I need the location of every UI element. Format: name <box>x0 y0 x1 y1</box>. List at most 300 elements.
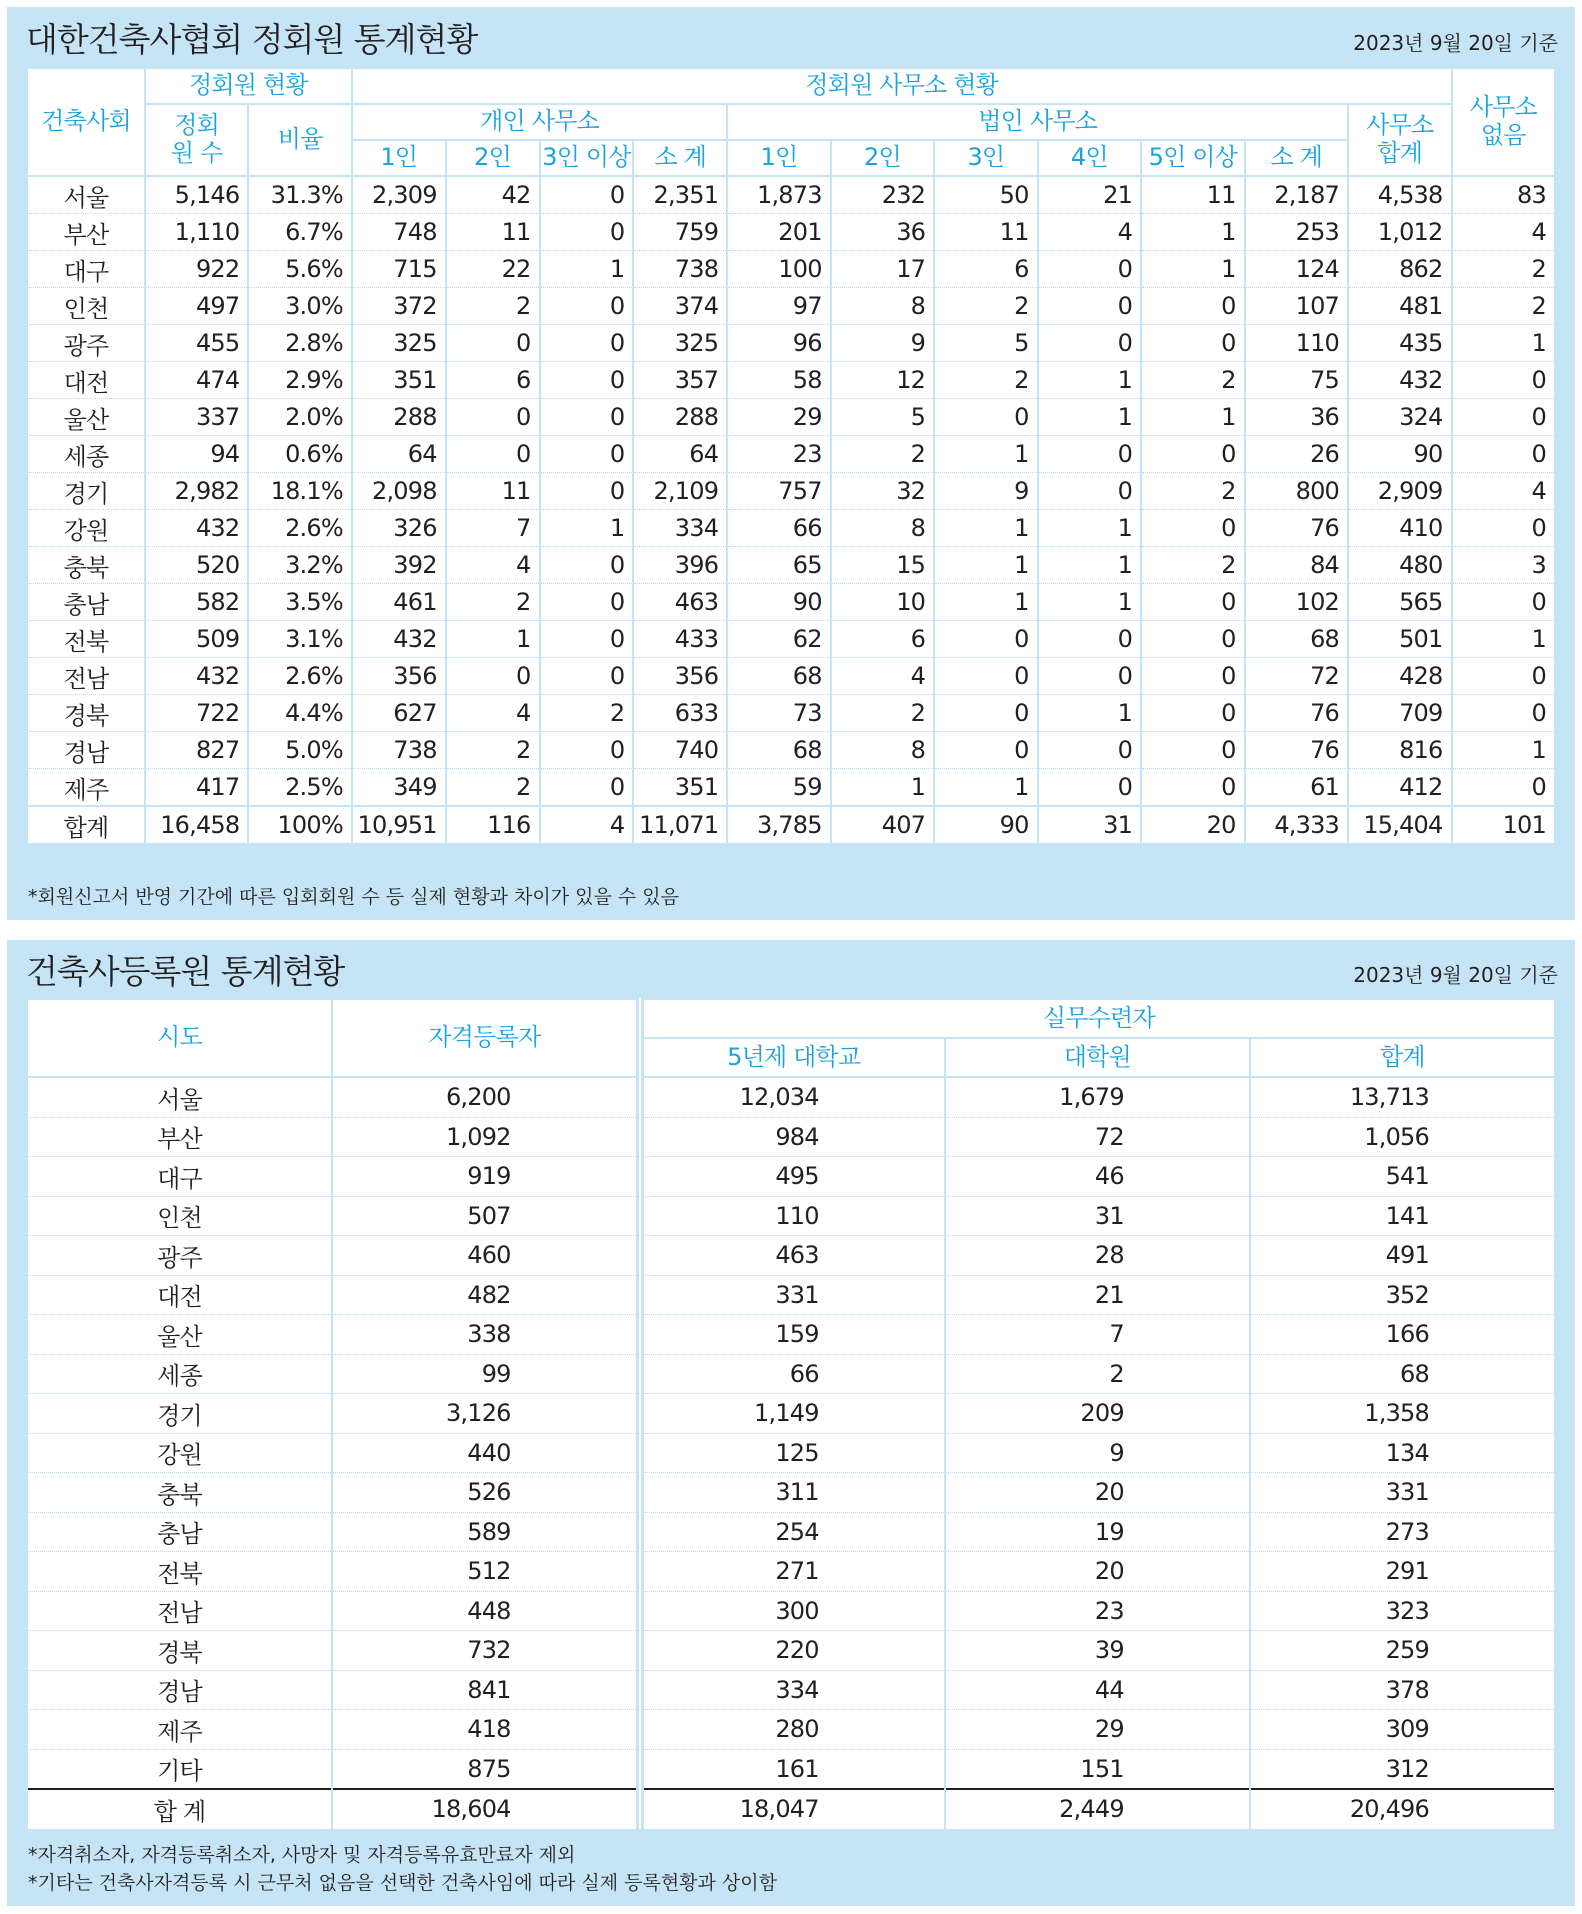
value-cell: 1,679 <box>945 1077 1250 1117</box>
total-row <box>27 1789 1555 1829</box>
value-cell: 0 <box>934 658 1037 695</box>
value-cell: 428 <box>1348 658 1451 695</box>
region-cell: 대전 <box>27 362 145 399</box>
value-cell: 36 <box>831 214 934 251</box>
value-cell: 331 <box>1250 1473 1555 1513</box>
value-cell: 2 <box>1141 362 1244 399</box>
table-row <box>27 325 1555 362</box>
region-cell: 충남 <box>27 1512 332 1552</box>
value-cell: 4.4% <box>248 695 351 732</box>
value-cell: 3.5% <box>248 584 351 621</box>
value-cell: 460 <box>332 1236 640 1276</box>
table-row <box>27 1315 1555 1355</box>
value-cell: 159 <box>640 1315 945 1355</box>
region-cell: 경북 <box>27 1631 332 1671</box>
value-cell: 323 <box>1250 1591 1555 1631</box>
value-cell: 6,200 <box>332 1077 640 1117</box>
value-cell: 417 <box>145 769 248 807</box>
value-cell: 481 <box>1348 288 1451 325</box>
header-trainees: 실무수련자 <box>640 999 1555 1038</box>
value-cell: 2.0% <box>248 399 351 436</box>
region-cell: 세종 <box>27 436 145 473</box>
value-cell: 68 <box>1250 1354 1555 1394</box>
value-cell: 1 <box>540 510 634 547</box>
value-cell: 66 <box>727 510 830 547</box>
table-row <box>27 214 1555 251</box>
header-individual: 개인 사무소 <box>352 104 727 140</box>
total-cell: 4,333 <box>1245 806 1348 843</box>
value-cell: 1 <box>1141 251 1244 288</box>
total-cell: 90 <box>934 806 1037 843</box>
total-cell: 11,071 <box>633 806 727 843</box>
region-cell: 울산 <box>27 399 145 436</box>
value-cell: 2,909 <box>1348 473 1451 510</box>
table-row <box>27 473 1555 510</box>
value-cell: 65 <box>727 547 830 584</box>
value-cell: 2.5% <box>248 769 351 807</box>
region-cell: 서울 <box>27 176 145 214</box>
value-cell: 352 <box>1250 1275 1555 1315</box>
value-cell: 73 <box>727 695 830 732</box>
registration-note-1: *자격취소자, 자격등록취소자, 사망자 및 자격등록유효만료자 제외 <box>28 1844 576 1866</box>
value-cell: 372 <box>352 288 446 325</box>
value-cell: 0.6% <box>248 436 351 473</box>
region-cell: 대전 <box>27 1275 332 1315</box>
value-cell: 4 <box>1038 214 1141 251</box>
table-row <box>27 1512 1555 1552</box>
value-cell: 1 <box>1038 362 1141 399</box>
value-cell: 1 <box>1141 214 1244 251</box>
value-cell: 0 <box>934 732 1037 769</box>
value-cell: 4 <box>1452 214 1556 251</box>
table-row <box>27 1710 1555 1750</box>
value-cell: 2 <box>831 695 934 732</box>
table-row <box>27 251 1555 288</box>
table-row <box>27 1236 1555 1276</box>
value-cell: 1 <box>1452 621 1556 658</box>
value-cell: 21 <box>1038 176 1141 214</box>
region-cell: 전북 <box>27 1552 332 1592</box>
value-cell: 1 <box>1038 547 1141 584</box>
value-cell: 0 <box>1141 732 1244 769</box>
value-cell: 351 <box>633 769 727 807</box>
header-corporate-col: 3인 <box>934 140 1037 176</box>
value-cell: 759 <box>633 214 727 251</box>
value-cell: 2 <box>1452 288 1556 325</box>
value-cell: 0 <box>540 362 634 399</box>
value-cell: 0 <box>446 658 540 695</box>
value-cell: 461 <box>352 584 446 621</box>
table-row <box>27 1631 1555 1671</box>
value-cell: 6 <box>831 621 934 658</box>
value-cell: 0 <box>934 399 1037 436</box>
value-cell: 512 <box>332 1552 640 1592</box>
value-cell: 334 <box>633 510 727 547</box>
value-cell: 1,358 <box>1250 1394 1555 1434</box>
value-cell: 1,149 <box>640 1394 945 1434</box>
total-cell: 116 <box>446 806 540 843</box>
table-row <box>27 1749 1555 1789</box>
header-no-office: 사무소 없음 <box>1452 68 1556 176</box>
header-corporate-col: 1인 <box>727 140 830 176</box>
value-cell: 509 <box>145 621 248 658</box>
value-cell: 589 <box>332 1512 640 1552</box>
region-cell: 제주 <box>27 1710 332 1750</box>
value-cell: 2 <box>1452 251 1556 288</box>
value-cell: 482 <box>332 1275 640 1315</box>
value-cell: 0 <box>540 399 634 436</box>
value-cell: 827 <box>145 732 248 769</box>
value-cell: 1 <box>1452 732 1556 769</box>
region-cell: 울산 <box>27 1315 332 1355</box>
value-cell: 4 <box>831 658 934 695</box>
value-cell: 0 <box>1452 399 1556 436</box>
value-cell: 61 <box>1245 769 1348 807</box>
value-cell: 455 <box>145 325 248 362</box>
value-cell: 19 <box>945 1512 1250 1552</box>
value-cell: 2,351 <box>633 176 727 214</box>
member-stats-panel <box>7 7 1575 920</box>
table-row <box>27 1077 1555 1117</box>
value-cell: 5.6% <box>248 251 351 288</box>
header-corporate-col: 5인 이상 <box>1141 140 1244 176</box>
member-stats-table <box>26 67 1556 843</box>
value-cell: 0 <box>1038 621 1141 658</box>
value-cell: 0 <box>1141 436 1244 473</box>
value-cell: 28 <box>945 1236 1250 1276</box>
value-cell: 2 <box>446 732 540 769</box>
value-cell: 448 <box>332 1591 640 1631</box>
value-cell: 412 <box>1348 769 1451 807</box>
value-cell: 1,092 <box>332 1117 640 1157</box>
value-cell: 715 <box>352 251 446 288</box>
total-cell: 2,449 <box>945 1789 1250 1829</box>
value-cell: 1 <box>1038 584 1141 621</box>
value-cell: 64 <box>352 436 446 473</box>
value-cell: 0 <box>1038 288 1141 325</box>
value-cell: 72 <box>945 1117 1250 1157</box>
total-label: 합 계 <box>27 1789 332 1829</box>
value-cell: 102 <box>1245 584 1348 621</box>
value-cell: 254 <box>640 1512 945 1552</box>
value-cell: 7 <box>945 1315 1250 1355</box>
value-cell: 97 <box>727 288 830 325</box>
header-corporate-col: 4인 <box>1038 140 1141 176</box>
total-cell: 18,604 <box>332 1789 640 1829</box>
value-cell: 36 <box>1245 399 1348 436</box>
value-cell: 1 <box>934 510 1037 547</box>
value-cell: 1 <box>1452 325 1556 362</box>
value-cell: 300 <box>640 1591 945 1631</box>
value-cell: 2 <box>540 695 634 732</box>
value-cell: 75 <box>1245 362 1348 399</box>
table-row <box>27 547 1555 584</box>
value-cell: 325 <box>352 325 446 362</box>
value-cell: 1 <box>1038 695 1141 732</box>
value-cell: 83 <box>1452 176 1556 214</box>
registration-stats-table <box>26 998 1556 1829</box>
region-cell: 부산 <box>27 1117 332 1157</box>
value-cell: 288 <box>633 399 727 436</box>
value-cell: 161 <box>640 1749 945 1789</box>
value-cell: 280 <box>640 1710 945 1750</box>
value-cell: 356 <box>352 658 446 695</box>
total-cell: 18,047 <box>640 1789 945 1829</box>
value-cell: 0 <box>540 547 634 584</box>
value-cell: 0 <box>540 288 634 325</box>
value-cell: 66 <box>640 1354 945 1394</box>
value-cell: 1 <box>540 251 634 288</box>
value-cell: 418 <box>332 1710 640 1750</box>
value-cell: 349 <box>352 769 446 807</box>
value-cell: 738 <box>352 732 446 769</box>
table-row <box>27 1552 1555 1592</box>
total-row <box>27 806 1555 843</box>
value-cell: 99 <box>332 1354 640 1394</box>
value-cell: 9 <box>945 1433 1250 1473</box>
table-row <box>27 1354 1555 1394</box>
value-cell: 2.6% <box>248 658 351 695</box>
value-cell: 6.7% <box>248 214 351 251</box>
value-cell: 3 <box>1452 547 1556 584</box>
value-cell: 4 <box>446 547 540 584</box>
value-cell: 0 <box>540 214 634 251</box>
table-row <box>27 1117 1555 1157</box>
value-cell: 0 <box>1452 658 1556 695</box>
value-cell: 841 <box>332 1670 640 1710</box>
value-cell: 0 <box>1141 584 1244 621</box>
value-cell: 166 <box>1250 1315 1555 1355</box>
value-cell: 541 <box>1250 1157 1555 1197</box>
value-cell: 11 <box>446 473 540 510</box>
region-cell: 경기 <box>27 1394 332 1434</box>
value-cell: 125 <box>640 1433 945 1473</box>
value-cell: 0 <box>1141 621 1244 658</box>
value-cell: 2 <box>446 288 540 325</box>
region-cell: 충남 <box>27 584 145 621</box>
region-cell: 전남 <box>27 1591 332 1631</box>
value-cell: 64 <box>633 436 727 473</box>
value-cell: 0 <box>1038 436 1141 473</box>
value-cell: 1,110 <box>145 214 248 251</box>
value-cell: 59 <box>727 769 830 807</box>
value-cell: 0 <box>540 732 634 769</box>
value-cell: 259 <box>1250 1631 1555 1671</box>
value-cell: 0 <box>540 473 634 510</box>
region-cell: 기타 <box>27 1749 332 1789</box>
value-cell: 76 <box>1245 732 1348 769</box>
total-cell: 15,404 <box>1348 806 1451 843</box>
region-cell: 인천 <box>27 1196 332 1236</box>
value-cell: 0 <box>540 436 634 473</box>
region-cell: 경기 <box>27 473 145 510</box>
value-cell: 0 <box>1038 325 1141 362</box>
value-cell: 0 <box>1452 695 1556 732</box>
total-cell: 3,785 <box>727 806 830 843</box>
value-cell: 21 <box>945 1275 1250 1315</box>
value-cell: 2 <box>934 362 1037 399</box>
value-cell: 151 <box>945 1749 1250 1789</box>
total-cell: 20 <box>1141 806 1244 843</box>
region-cell: 경남 <box>27 1670 332 1710</box>
value-cell: 2 <box>831 436 934 473</box>
value-cell: 12 <box>831 362 934 399</box>
value-cell: 2 <box>446 769 540 807</box>
value-cell: 1 <box>1038 399 1141 436</box>
region-cell: 대구 <box>27 1157 332 1197</box>
value-cell: 0 <box>1141 695 1244 732</box>
value-cell: 0 <box>1452 510 1556 547</box>
value-cell: 42 <box>446 176 540 214</box>
value-cell: 0 <box>1038 473 1141 510</box>
value-cell: 7 <box>446 510 540 547</box>
value-cell: 46 <box>945 1157 1250 1197</box>
header-individual-col: 2인 <box>446 140 540 176</box>
value-cell: 480 <box>1348 547 1451 584</box>
table-row <box>27 732 1555 769</box>
value-cell: 633 <box>633 695 727 732</box>
registration-stats-panel <box>7 940 1575 1906</box>
value-cell: 396 <box>633 547 727 584</box>
value-cell: 3.2% <box>248 547 351 584</box>
table-row <box>27 176 1555 214</box>
value-cell: 107 <box>1245 288 1348 325</box>
value-cell: 338 <box>332 1315 640 1355</box>
value-cell: 4,538 <box>1348 176 1451 214</box>
value-cell: 39 <box>945 1631 1250 1671</box>
total-cell: 16,458 <box>145 806 248 843</box>
value-cell: 984 <box>640 1117 945 1157</box>
table-row <box>27 1670 1555 1710</box>
value-cell: 627 <box>352 695 446 732</box>
value-cell: 501 <box>1348 621 1451 658</box>
header-ratio: 비율 <box>248 104 351 176</box>
value-cell: 291 <box>1250 1552 1555 1592</box>
value-cell: 94 <box>145 436 248 473</box>
table-row <box>27 362 1555 399</box>
value-cell: 90 <box>727 584 830 621</box>
value-cell: 5 <box>831 399 934 436</box>
value-cell: 232 <box>831 176 934 214</box>
value-cell: 2,098 <box>352 473 446 510</box>
header-corporate-col: 2인 <box>831 140 934 176</box>
value-cell: 32 <box>831 473 934 510</box>
value-cell: 491 <box>1250 1236 1555 1276</box>
table-row <box>27 621 1555 658</box>
value-cell: 432 <box>1348 362 1451 399</box>
value-cell: 134 <box>1250 1433 1555 1473</box>
value-cell: 44 <box>945 1670 1250 1710</box>
region-cell: 강원 <box>27 1433 332 1473</box>
value-cell: 9 <box>934 473 1037 510</box>
value-cell: 0 <box>540 621 634 658</box>
value-cell: 432 <box>145 658 248 695</box>
value-cell: 1,056 <box>1250 1117 1555 1157</box>
value-cell: 919 <box>332 1157 640 1197</box>
value-cell: 220 <box>640 1631 945 1671</box>
value-cell: 100 <box>727 251 830 288</box>
value-cell: 68 <box>727 658 830 695</box>
region-cell: 제주 <box>27 769 145 807</box>
value-cell: 0 <box>540 176 634 214</box>
value-cell: 4 <box>1452 473 1556 510</box>
value-cell: 520 <box>145 547 248 584</box>
value-cell: 0 <box>1038 732 1141 769</box>
value-cell: 440 <box>332 1433 640 1473</box>
value-cell: 0 <box>446 325 540 362</box>
value-cell: 96 <box>727 325 830 362</box>
value-cell: 495 <box>640 1157 945 1197</box>
value-cell: 58 <box>727 362 830 399</box>
value-cell: 2.8% <box>248 325 351 362</box>
value-cell: 2,187 <box>1245 176 1348 214</box>
header-individual-col: 1인 <box>352 140 446 176</box>
value-cell: 463 <box>640 1236 945 1276</box>
header-corporate: 법인 사무소 <box>727 104 1348 140</box>
value-cell: 13,713 <box>1250 1077 1555 1117</box>
value-cell: 110 <box>640 1196 945 1236</box>
value-cell: 5,146 <box>145 176 248 214</box>
value-cell: 565 <box>1348 584 1451 621</box>
value-cell: 0 <box>1452 436 1556 473</box>
table-row <box>27 1433 1555 1473</box>
value-cell: 12,034 <box>640 1077 945 1117</box>
region-cell: 전북 <box>27 621 145 658</box>
registration-stats-date: 2023년 9월 20일 기준 <box>1353 963 1558 987</box>
value-cell: 201 <box>727 214 830 251</box>
table-row <box>27 695 1555 732</box>
value-cell: 1 <box>1038 510 1141 547</box>
table-row <box>27 1394 1555 1434</box>
value-cell: 2,109 <box>633 473 727 510</box>
table-row <box>27 1196 1555 1236</box>
header-sido: 시도 <box>27 999 332 1077</box>
header-office-total: 사무소 합계 <box>1348 104 1451 176</box>
total-label: 합계 <box>27 806 145 843</box>
table-row <box>27 399 1555 436</box>
value-cell: 68 <box>727 732 830 769</box>
value-cell: 2 <box>934 288 1037 325</box>
value-cell: 31 <box>945 1196 1250 1236</box>
region-cell: 대구 <box>27 251 145 288</box>
header-region: 건축사회 <box>27 68 145 176</box>
table-row <box>27 658 1555 695</box>
value-cell: 0 <box>446 399 540 436</box>
value-cell: 0 <box>1141 288 1244 325</box>
table-row <box>27 1157 1555 1197</box>
value-cell: 110 <box>1245 325 1348 362</box>
value-cell: 29 <box>727 399 830 436</box>
value-cell: 334 <box>640 1670 945 1710</box>
value-cell: 337 <box>145 399 248 436</box>
region-cell: 광주 <box>27 1236 332 1276</box>
region-cell: 충북 <box>27 1473 332 1513</box>
header-trainee-col: 합계 <box>1250 1038 1555 1077</box>
value-cell: 3,126 <box>332 1394 640 1434</box>
value-cell: 2.6% <box>248 510 351 547</box>
value-cell: 84 <box>1245 547 1348 584</box>
value-cell: 311 <box>640 1473 945 1513</box>
value-cell: 0 <box>1038 251 1141 288</box>
value-cell: 10 <box>831 584 934 621</box>
value-cell: 740 <box>633 732 727 769</box>
total-cell: 10,951 <box>352 806 446 843</box>
region-cell: 인천 <box>27 288 145 325</box>
value-cell: 392 <box>352 547 446 584</box>
value-cell: 76 <box>1245 695 1348 732</box>
value-cell: 0 <box>540 325 634 362</box>
value-cell: 862 <box>1348 251 1451 288</box>
